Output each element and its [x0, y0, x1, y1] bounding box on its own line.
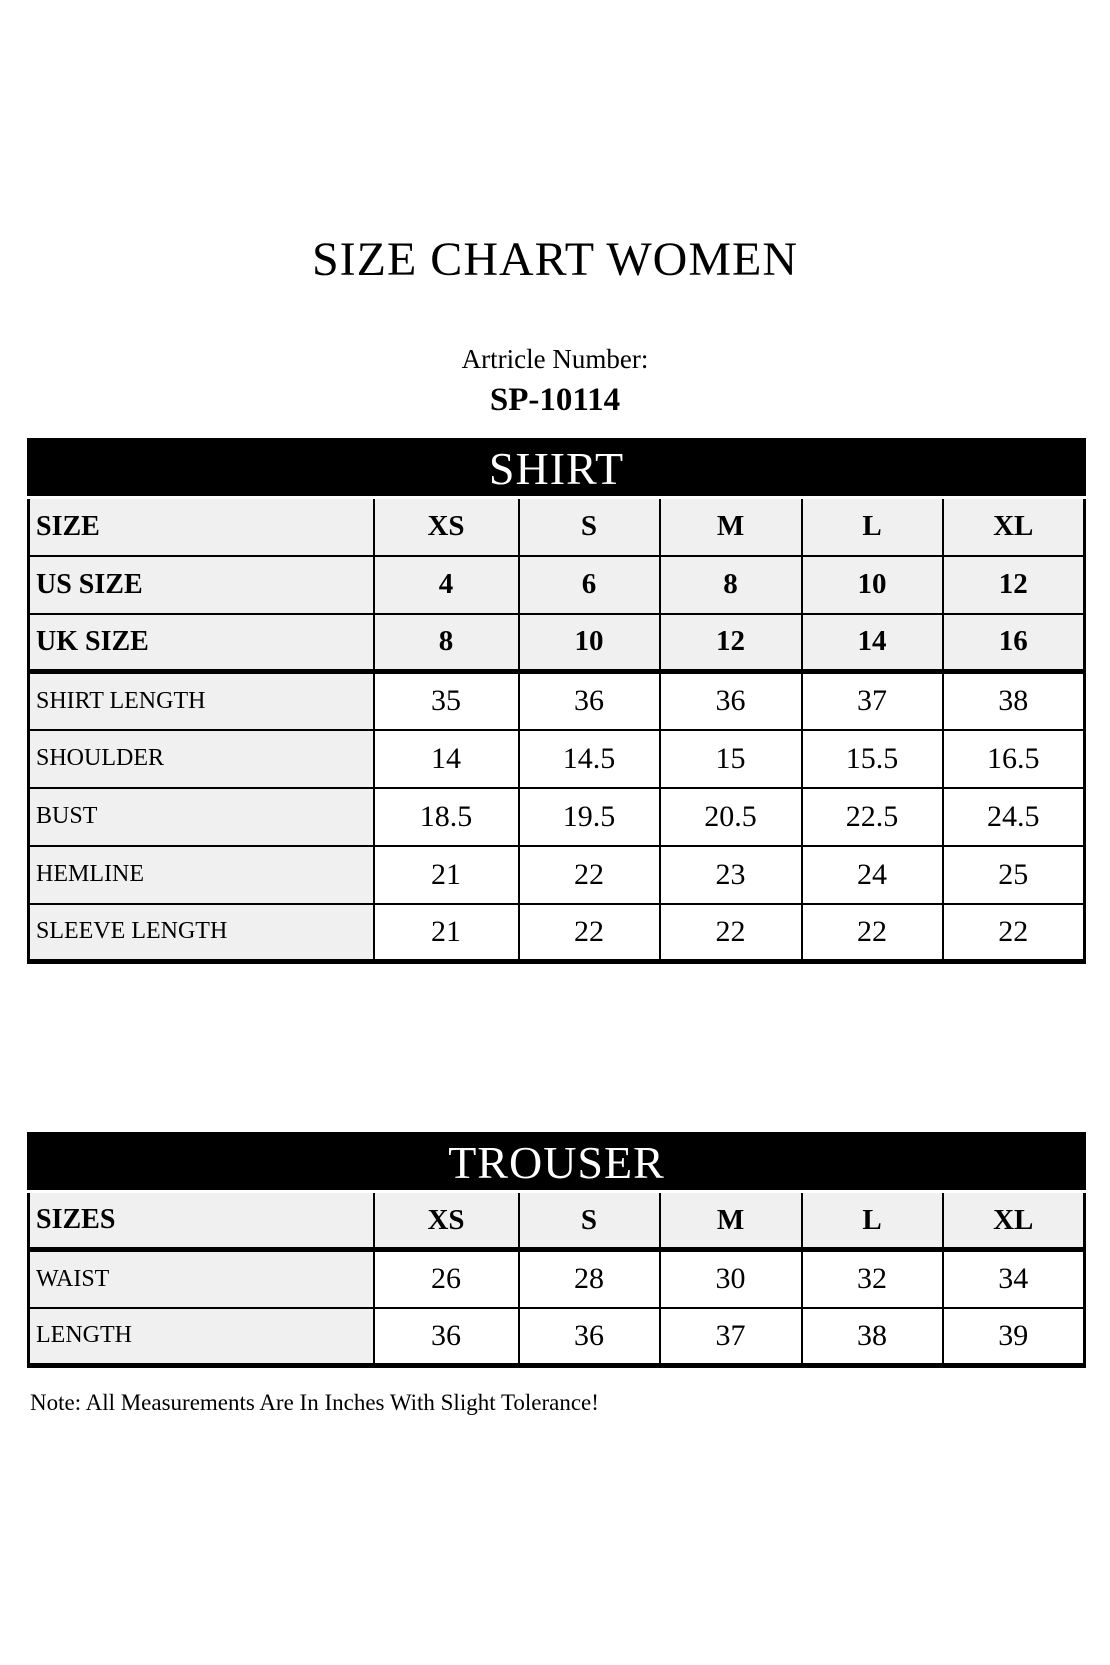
row-label-cell: UK SIZE [29, 614, 374, 672]
value-cell: 30 [660, 1250, 802, 1308]
value-cell: 36 [660, 672, 802, 730]
value-cell: 36 [519, 672, 660, 730]
value-cell: 22 [943, 904, 1085, 962]
value-cell: 22.5 [802, 788, 943, 846]
value-cell: 22 [802, 904, 943, 962]
value-cell: 24 [802, 846, 943, 904]
row-label-cell: HEMLINE [29, 846, 374, 904]
row-label-cell: SHIRT LENGTH [29, 672, 374, 730]
row-label-cell: SLEEVE LENGTH [29, 904, 374, 962]
row-label-cell: SHOULDER [29, 730, 374, 788]
trouser-table-header-band [29, 1134, 1085, 1192]
value-cell: XS [374, 1192, 519, 1250]
value-cell: 28 [519, 1250, 660, 1308]
shirt-table-header-band [29, 440, 1085, 498]
value-cell: XL [943, 1192, 1085, 1250]
value-cell: 10 [802, 556, 943, 614]
value-cell: M [660, 1192, 802, 1250]
value-cell: 16 [943, 614, 1085, 672]
table-row-sizes [29, 1192, 1085, 1250]
row-label-cell: BUST [29, 788, 374, 846]
value-cell: 35 [374, 672, 519, 730]
row-label-cell: US SIZE [29, 556, 374, 614]
value-cell: 4 [374, 556, 519, 614]
value-cell: L [802, 498, 943, 556]
value-cell: 22 [660, 904, 802, 962]
value-cell: 37 [802, 672, 943, 730]
value-cell: 38 [802, 1308, 943, 1366]
value-cell: 16.5 [943, 730, 1085, 788]
shirt-size-table [27, 438, 1086, 964]
table-row-shirt-length [29, 672, 1085, 730]
value-cell: 15.5 [802, 730, 943, 788]
row-label-cell: SIZE [29, 498, 374, 556]
measurement-note: Note: All Measurements Are In Inches With Slight Tolerance! [30, 1390, 599, 1415]
value-cell: 22 [519, 904, 660, 962]
page-title: SIZE CHART WOMEN [311, 233, 798, 286]
row-label-cell: LENGTH [29, 1308, 374, 1366]
table-row-bust [29, 788, 1085, 846]
value-cell: 23 [660, 846, 802, 904]
value-cell: 8 [374, 614, 519, 672]
value-cell: 21 [374, 846, 519, 904]
value-cell: M [660, 498, 802, 556]
trouser-table-title: TROUSER [29, 1134, 1085, 1192]
value-cell: 37 [660, 1308, 802, 1366]
row-label-cell: SIZES [29, 1192, 374, 1250]
value-cell: 14 [374, 730, 519, 788]
value-cell: 38 [943, 672, 1085, 730]
value-cell: 21 [374, 904, 519, 962]
value-cell: 12 [660, 614, 802, 672]
value-cell: XS [374, 498, 519, 556]
value-cell: 34 [943, 1250, 1085, 1308]
value-cell: S [519, 498, 660, 556]
value-cell: 6 [519, 556, 660, 614]
value-cell: L [802, 1192, 943, 1250]
value-cell: 20.5 [660, 788, 802, 846]
value-cell: 39 [943, 1308, 1085, 1366]
table-row-uk-size [29, 614, 1085, 672]
table-row-length [29, 1308, 1085, 1366]
shirt-table-title: SHIRT [29, 440, 1085, 498]
value-cell: 22 [519, 846, 660, 904]
article-number-value: SP-10114 [489, 382, 621, 418]
article-number-label: Artricle Number: [461, 344, 649, 374]
table-row-us-size [29, 556, 1085, 614]
value-cell: 12 [943, 556, 1085, 614]
value-cell: 36 [519, 1308, 660, 1366]
table-row-waist [29, 1250, 1085, 1308]
table-row-shoulder [29, 730, 1085, 788]
value-cell: 32 [802, 1250, 943, 1308]
table-row-sleeve-length [29, 904, 1085, 962]
value-cell: 24.5 [943, 788, 1085, 846]
value-cell: 25 [943, 846, 1085, 904]
value-cell: 14 [802, 614, 943, 672]
value-cell: 10 [519, 614, 660, 672]
value-cell: 18.5 [374, 788, 519, 846]
value-cell: 36 [374, 1308, 519, 1366]
row-label-cell: WAIST [29, 1250, 374, 1308]
value-cell: 26 [374, 1250, 519, 1308]
value-cell: S [519, 1192, 660, 1250]
table-row-size [29, 498, 1085, 556]
value-cell: 15 [660, 730, 802, 788]
table-row-hemline [29, 846, 1085, 904]
trouser-size-table [27, 1132, 1086, 1368]
value-cell: XL [943, 498, 1085, 556]
value-cell: 8 [660, 556, 802, 614]
value-cell: 14.5 [519, 730, 660, 788]
value-cell: 19.5 [519, 788, 660, 846]
